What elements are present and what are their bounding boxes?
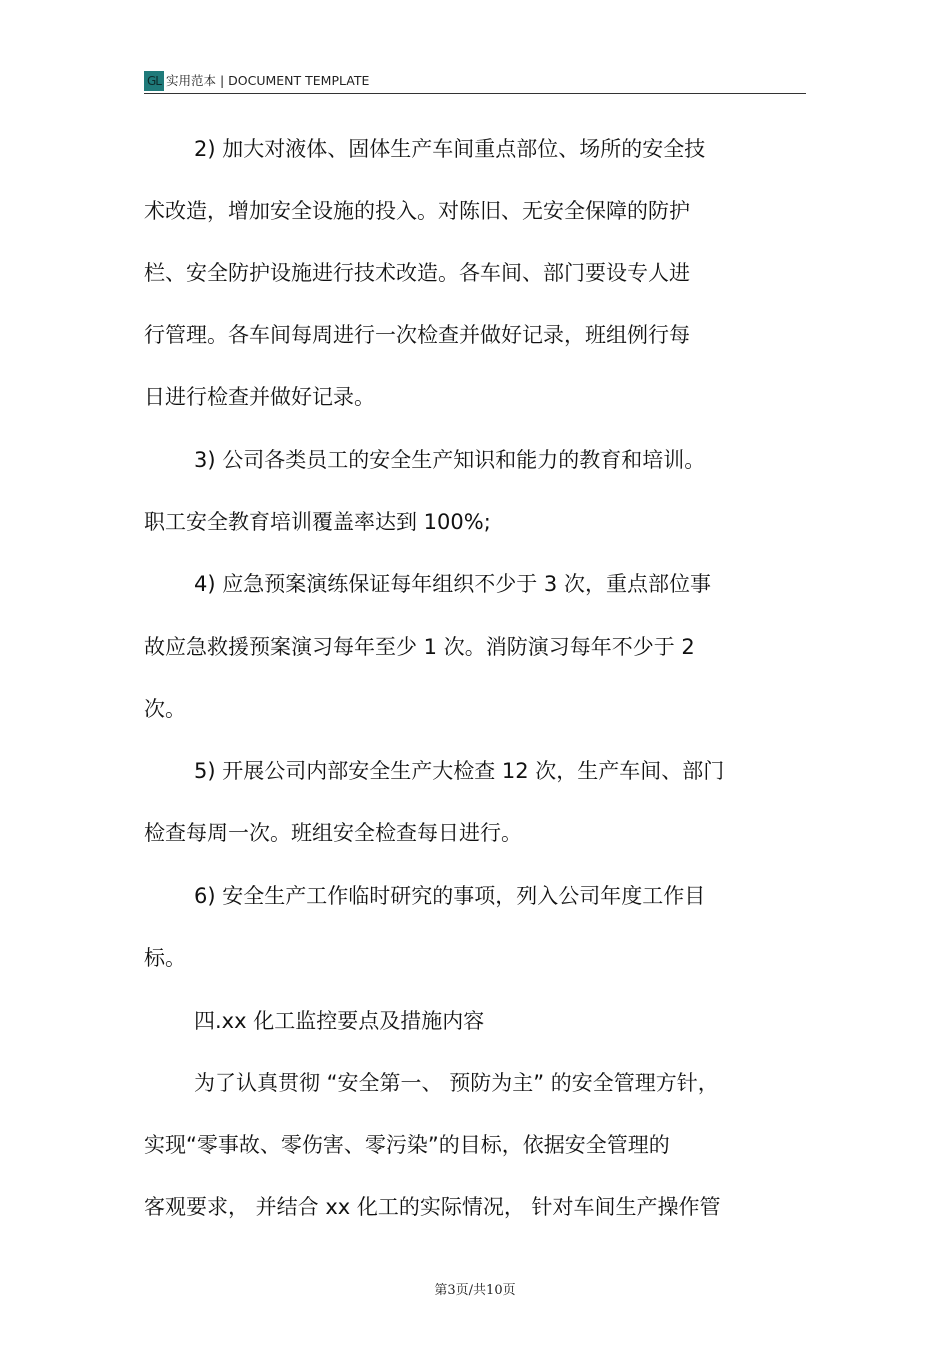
body-line: 6) 安全生产工作临时研究的事项，列入公司年度工作目	[194, 884, 706, 908]
body-line: 5) 开展公司内部安全生产大检查 12 次，生产车间、部门	[194, 759, 725, 783]
gl-logo: GL	[144, 71, 164, 91]
body-line: 术改造，增加安全设施的投入。对陈旧、无安全保障的防护	[144, 199, 690, 223]
body-line: 客观要求， 并结合 xx 化工的实际情况， 针对车间生产操作管	[144, 1195, 721, 1219]
page-number: 第3页/共10页	[434, 1283, 516, 1298]
body-line: 实现“零事故、零伤害、零污染”的目标，依据安全管理的	[144, 1133, 670, 1157]
body-line: 为了认真贯彻 “安全第一、 预防为主” 的安全管理方针，	[194, 1071, 719, 1095]
body-line: 栏、安全防护设施进行技术改造。各车间、部门要设专人进	[144, 261, 690, 285]
body-line: 次。	[144, 697, 186, 721]
section-heading: 四.xx 化工监控要点及措施内容	[194, 1009, 485, 1033]
body-line: 检查每周一次。班组安全检查每日进行。	[144, 821, 522, 845]
body-line: 4) 应急预案演练保证每年组织不少于 3 次，重点部位事	[194, 572, 711, 596]
body-line: 2) 加大对液体、固体生产车间重点部位、场所的安全技	[194, 137, 706, 161]
body-line: 行管理。各车间每周进行一次检查并做好记录，班组例行每	[144, 323, 690, 347]
header-title: 实用范本 | DOCUMENT TEMPLATE	[166, 73, 370, 88]
body-line: 标。	[144, 946, 186, 970]
body-line: 3) 公司各类员工的安全生产知识和能力的教育和培训。	[194, 448, 706, 472]
body-line: 日进行检查并做好记录。	[144, 385, 375, 409]
body-line: 故应急救援预案演习每年至少 1 次。消防演习每年不少于 2	[144, 635, 695, 659]
body-line: 职工安全教育培训覆盖率达到 100%;	[144, 510, 491, 534]
document-header	[144, 70, 806, 94]
